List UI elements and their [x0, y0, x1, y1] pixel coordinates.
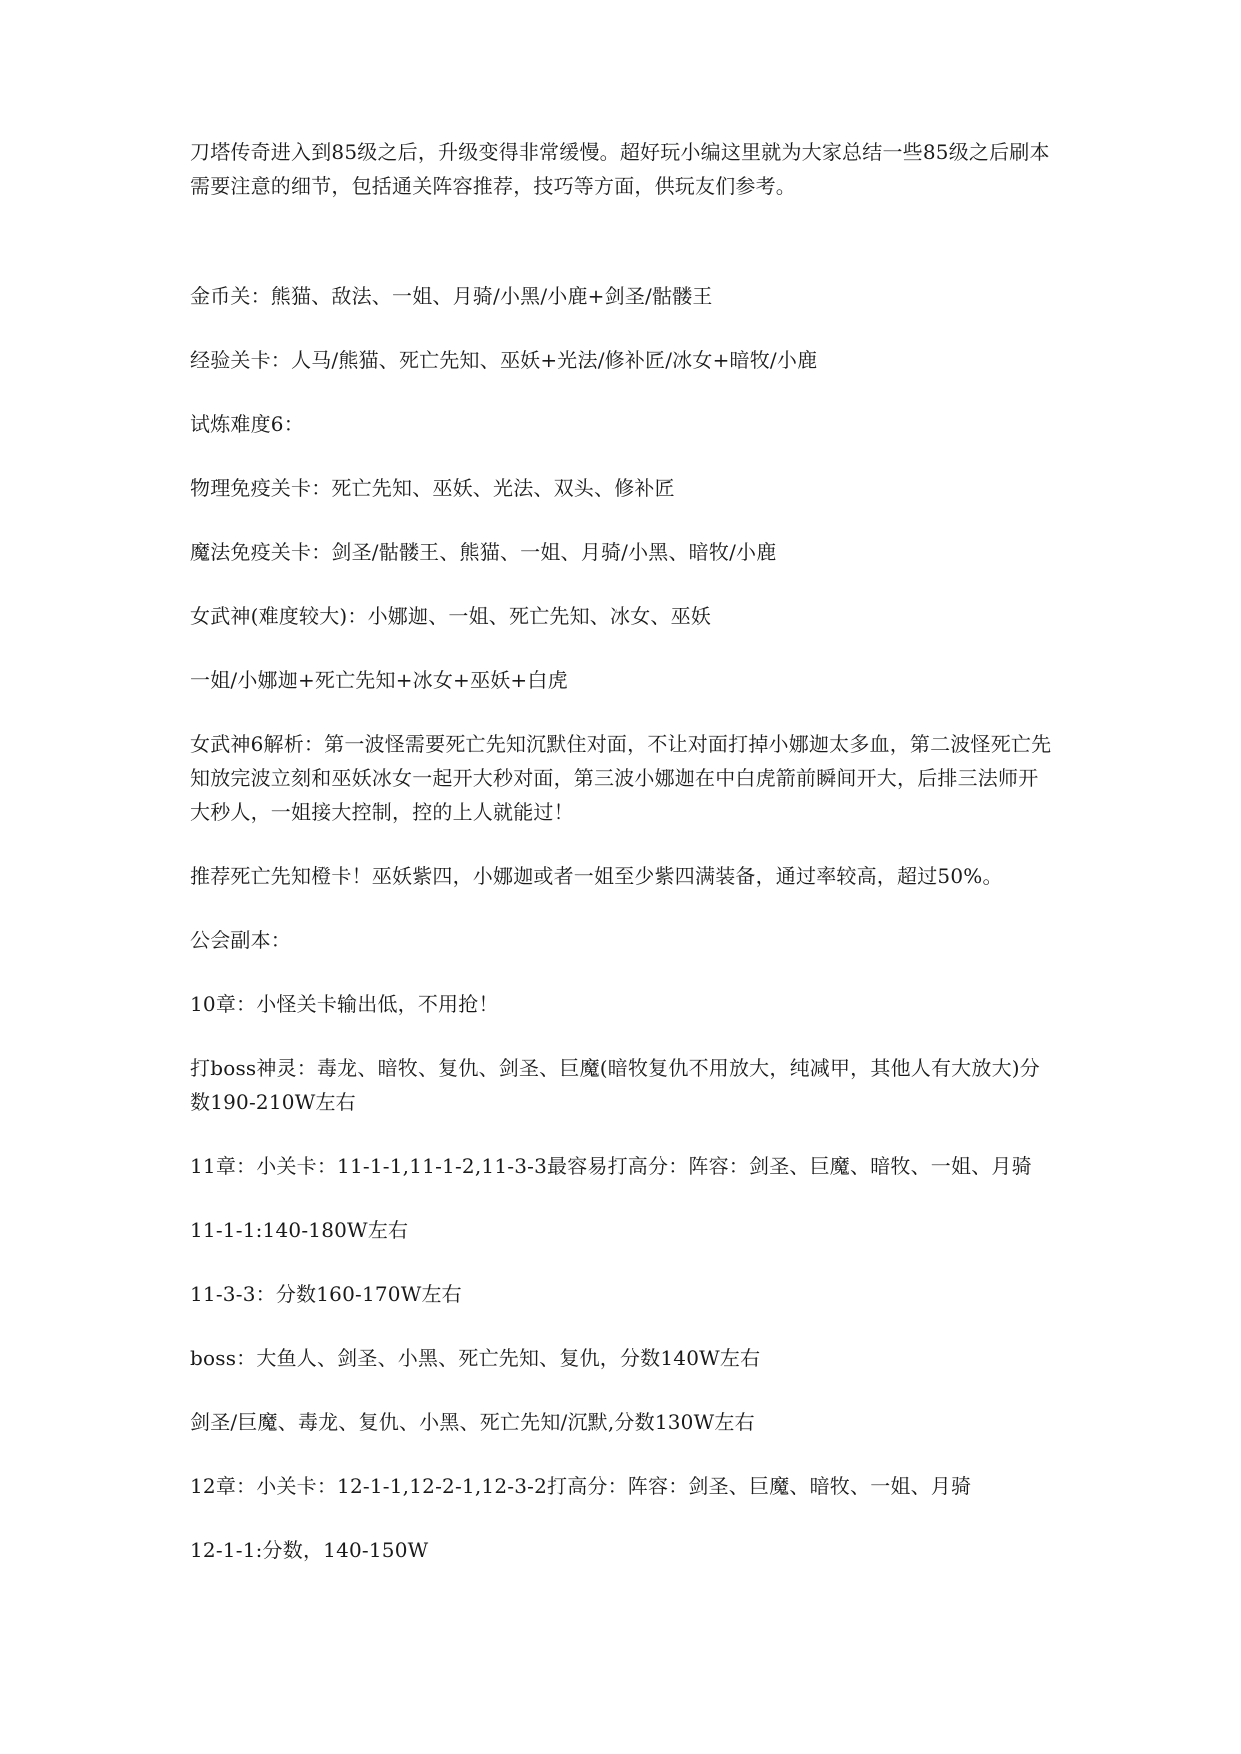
gold-stage-lineup: 金币关：熊猫、敌法、一姐、月骑/小黑/小鹿+剑圣/骷髅王: [190, 284, 713, 308]
valkyrie-lineup: 女武神(难度较大)：小娜迦、一姐、死亡先知、冰女、巫妖: [190, 604, 712, 628]
trial-difficulty-heading: 试炼难度6：: [190, 412, 304, 436]
chapter-11-boss-alt-lineup: 剑圣/巨魔、毒龙、复仇、小黑、死亡先知/沉默,分数130W左右: [190, 1410, 755, 1434]
stage-11-1-1-score: 11-1-1:140-180W左右: [190, 1218, 409, 1242]
chapter-12-stages: 12章：小关卡：12-1-1,12-2-1,12-3-2打高分：阵容：剑圣、巨魔、暗牧、一姐、月骑: [190, 1474, 972, 1498]
guild-dungeon-heading: 公会副本：: [190, 928, 291, 952]
exp-stage-lineup: 经验关卡：人马/熊猫、死亡先知、巫妖+光法/修补匠/冰女+暗牧/小鹿: [190, 348, 818, 372]
intro-paragraph: 刀塔传奇进入到85级之后，升级变得非常缓慢。超好玩小编这里就为大家总结一些85级之后刷本需要注意的细节，包括通关阵容推荐，技巧等方面，供玩友们参考。: [190, 140, 1050, 198]
chapter-10-boss: 打boss神灵：毒龙、暗牧、复仇、剑圣、巨魔(暗牧复仇不用放大，纯减甲，其他人有大放大)分数190-210W左右: [190, 1056, 1040, 1114]
magic-immune-lineup: 魔法免疫关卡：剑圣/骷髅王、熊猫、一姐、月骑/小黑、暗牧/小鹿: [190, 540, 777, 564]
chapter-11-stages: 11章：小关卡：11-1-1,11-1-2,11-3-3最容易打高分：阵容：剑圣、巨魔、暗牧、一姐、月骑: [190, 1154, 1032, 1178]
stage-12-1-1-score: 12-1-1:分数，140-150W: [190, 1538, 429, 1562]
document-body: [190, 135, 1058, 1567]
stage-11-3-3-score: 11-3-3：分数160-170W左右: [190, 1282, 462, 1306]
valkyrie-alt-lineup: 一姐/小娜迦+死亡先知+冰女+巫妖+白虎: [190, 668, 568, 692]
valkyrie-analysis: 女武神6解析：第一波怪需要死亡先知沉默住对面，不让对面打掉小娜迦太多血，第二波怪死亡先知放完波立刻和巫妖冰女一起开大秒对面，第三波小娜迦在中白虎箭前瞬间开大，后排三法师开大秒人，一姐接大控制，控的上人就能过！: [190, 732, 1052, 824]
physical-immune-lineup: 物理免疫关卡：死亡先知、巫妖、光法、双头、修补匠: [190, 476, 675, 500]
recommendation-paragraph: 推荐死亡先知橙卡！巫妖紫四，小娜迦或者一姐至少紫四满装备，通过率较高，超过50%。: [190, 864, 1003, 888]
chapter-10-note: 10章：小怪关卡输出低，不用抢！: [190, 992, 499, 1016]
chapter-11-boss-lineup: boss：大鱼人、剑圣、小黑、死亡先知、复仇，分数140W左右: [190, 1346, 761, 1370]
